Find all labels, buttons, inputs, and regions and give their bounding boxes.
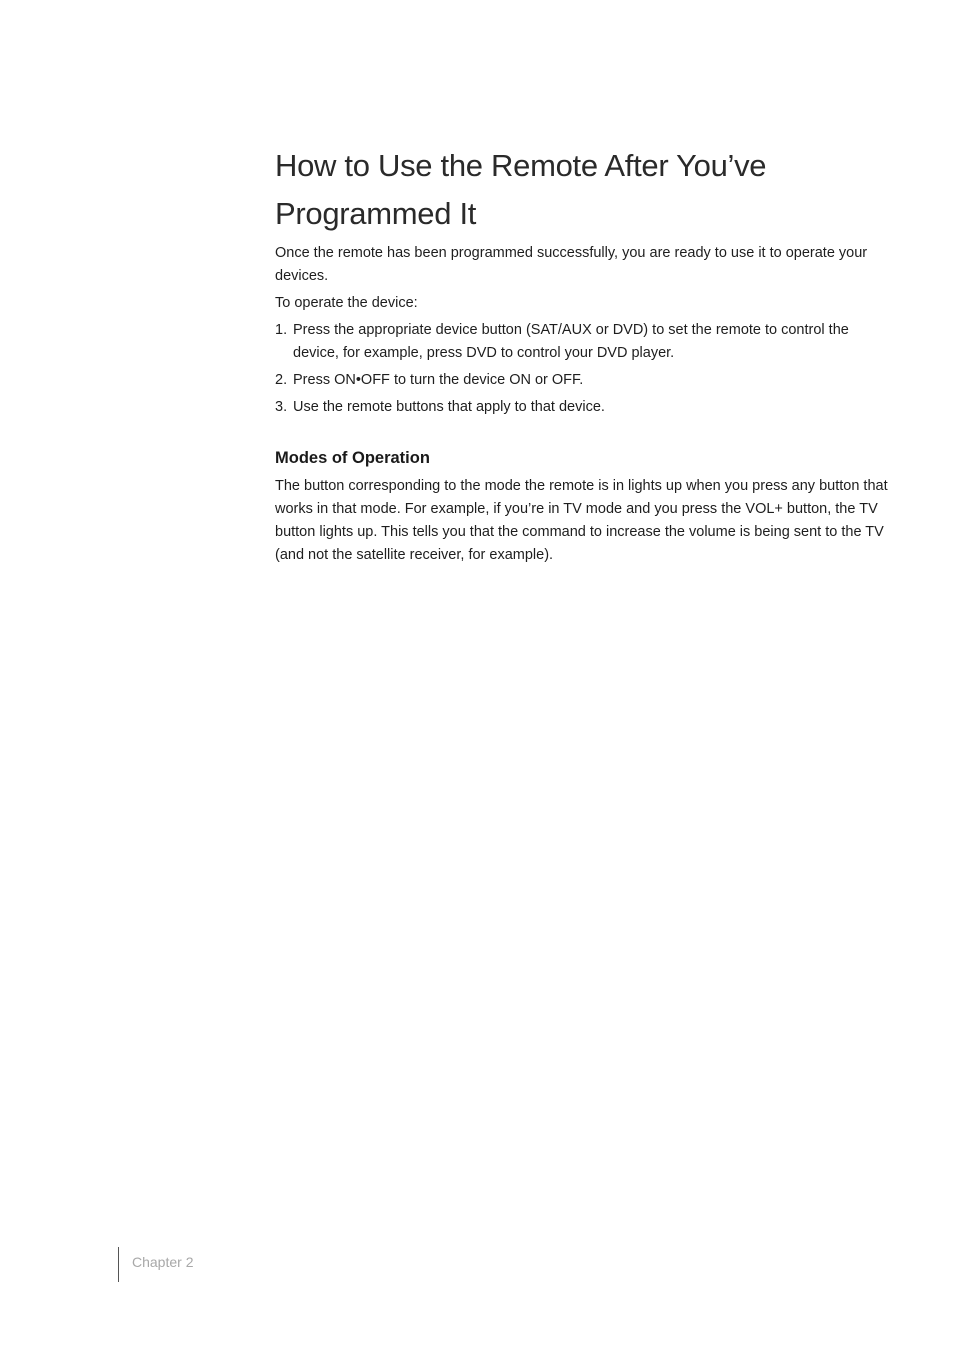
list-item	[275, 319, 895, 365]
chapter-label: Chapter 2	[132, 1254, 194, 1270]
step-number: 2.	[275, 372, 288, 388]
steps-list	[275, 319, 895, 419]
section-body: The button corresponding to the mode the remote is in lights up when you press any button that works in that mode. For example, if you’re in TV mode and you press the VOL+ button, the TV button lights up. This tells you that the command to increase the volume is being sent to the TV (and not the satellite receiver, for example).	[275, 478, 888, 563]
intro-paragraph: Once the remote has been programmed successfully, you are ready to use it to operate your devices.	[275, 245, 868, 284]
main-content	[275, 142, 895, 571]
list-item	[275, 396, 895, 419]
section-heading: Modes of Operation	[275, 449, 430, 467]
step-number: 1.	[275, 322, 288, 338]
page-footer	[118, 1247, 194, 1282]
list-item	[275, 369, 895, 392]
step-number: 3.	[275, 399, 288, 415]
step-text: Press the appropriate device button (SAT/AUX or DVD) to set the remote to control the device, for example, press DVD to control your DVD player.	[293, 322, 849, 361]
page-title: How to Use the Remote After You’ve Programmed It	[275, 148, 767, 231]
step-text: Press ON•OFF to turn the device ON or OFF.	[293, 372, 584, 388]
step-text: Use the remote buttons that apply to that device.	[293, 399, 605, 415]
steps-intro: To operate the device:	[275, 295, 418, 311]
